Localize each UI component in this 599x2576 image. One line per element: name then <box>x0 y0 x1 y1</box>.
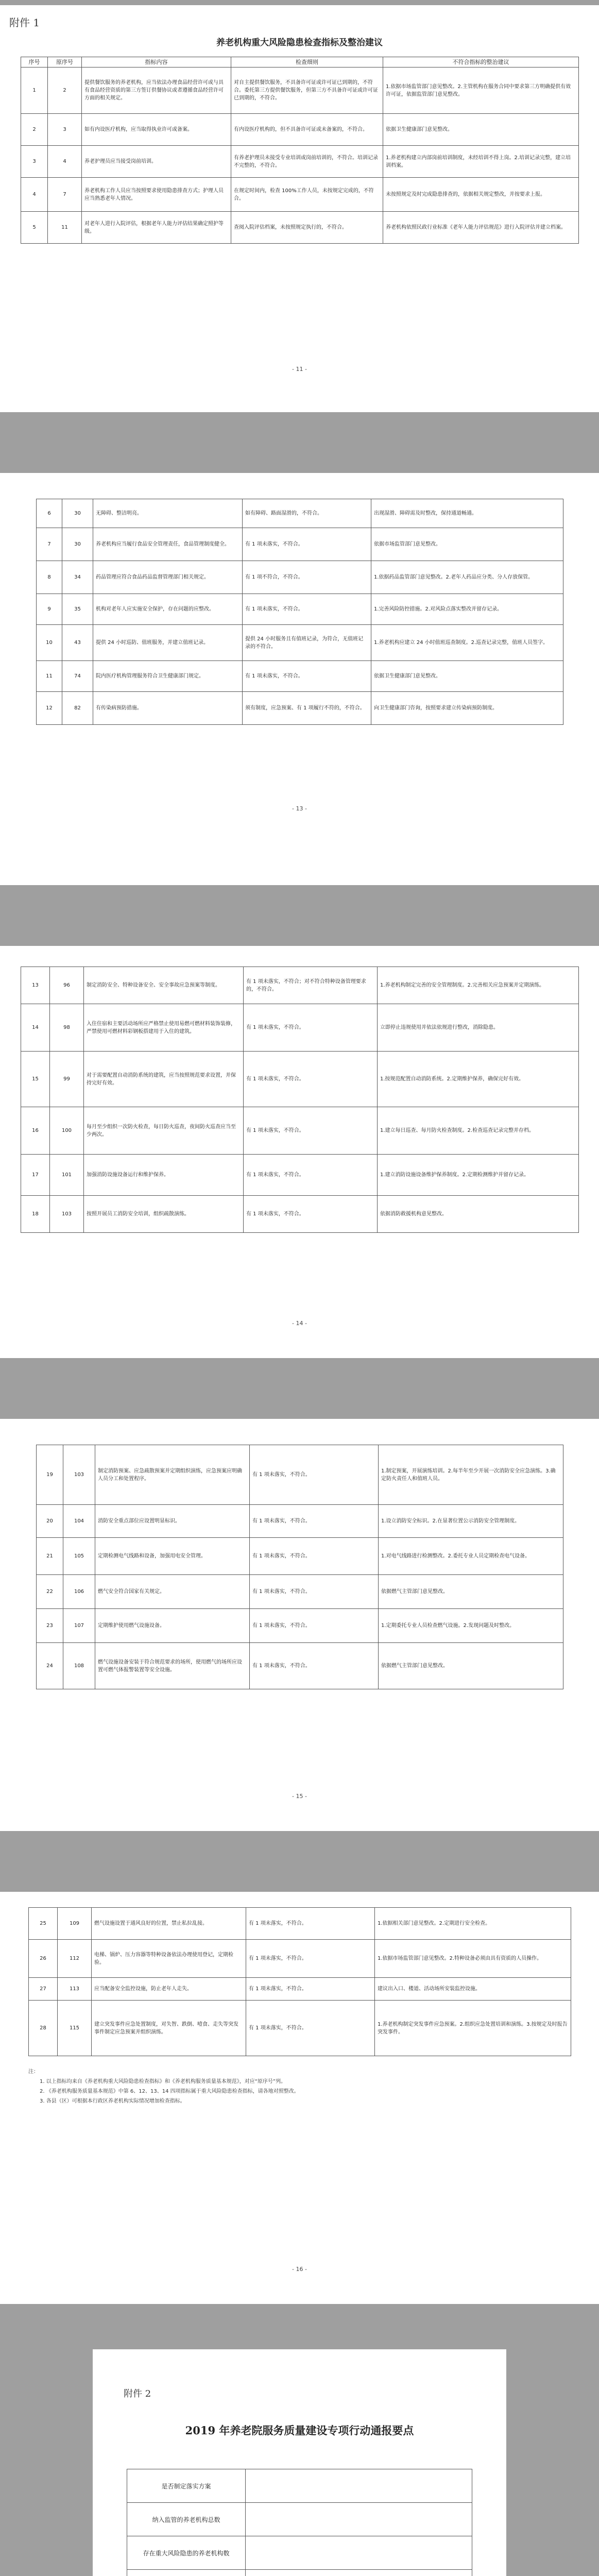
report-label-cell: 存在重大风险隐患的养老机构数 <box>127 2536 246 2570</box>
table-cell: 1.依据市场监管部门意见整改。2.主管机构在服务合同中要求第三方明确提供有效许可证，依据监管部门意见整改。 <box>383 67 579 114</box>
table-cell: 提供餐饮服务的养老机构，应当依法办理食品经营许可或与具有食品经营资质的第三方签订供餐协议或者遵循食品经营许可方面的相关规定。 <box>82 67 231 114</box>
table-cell: 22 <box>37 1575 63 1609</box>
header-cell: 不符合指标的整治建议 <box>383 57 579 67</box>
table-cell: 有传染病预防措施。 <box>93 692 243 725</box>
table-cell: 有 1 项未落实，不符合。 <box>244 1052 378 1107</box>
table-cell: 1.建立消防设施设备维护保养制度。2.定期检测维护并留存记录。 <box>378 1155 579 1196</box>
table-cell: 有 1 项未落实，不符合。 <box>243 528 371 561</box>
table-cell: 24 <box>37 1643 63 1689</box>
table-cell: 1.依据药品监管部门意见整改。2.老年人药品应分类、分人存放保管。 <box>371 561 563 594</box>
table-cell: 无障碍、整洁明亮。 <box>93 499 243 528</box>
table-cell: 依据卫生健康部门意见整改。 <box>371 661 563 692</box>
table-cell: 提供 24 小时服务且有值班记录，为符合，无值班记录的不符合。 <box>243 625 371 661</box>
table-cell: 出现湿滑、障碍需及时整改，保持通道畅通。 <box>371 499 563 528</box>
table-cell: 99 <box>50 1052 84 1107</box>
table-cell: 1.按规范配置自动消防系统。2.定期维护保养，确保完好有效。 <box>378 1052 579 1107</box>
table-cell: 7 <box>48 178 82 212</box>
table-cell: 115 <box>58 2001 92 2056</box>
table-cell: 依据燃气主管部门意见整改。 <box>379 1575 563 1609</box>
report-value-cell <box>246 2469 472 2503</box>
table-cell: 查阅入院评估档案，未按照规定执行的，不符合。 <box>231 212 383 244</box>
table-cell: 提供 24 小时巡防、值班服务，并建立值班记录。 <box>93 625 243 661</box>
table-cell: 依据消防救援机构意见整改。 <box>378 1196 579 1233</box>
table-cell: 有 1 项未落实，不符合。 <box>246 1908 375 1940</box>
table-cell: 须有制度，应急预案、有 1 项履行不符的，不符合。 <box>243 692 371 725</box>
table-cell: 108 <box>63 1643 95 1689</box>
table-cell: 82 <box>62 692 93 725</box>
risk-indicator-table <box>21 57 579 244</box>
table-cell: 105 <box>63 1538 95 1575</box>
header-cell: 指标内容 <box>82 57 231 67</box>
table-cell: 34 <box>62 561 93 594</box>
table-cell: 16 <box>21 1107 50 1155</box>
table-cell: 消防安全重点部位应设置明显标识。 <box>95 1505 250 1538</box>
table-cell: 有 1 项未落实，不符合。 <box>250 1445 379 1505</box>
table-cell: 8 <box>37 561 62 594</box>
table-cell: 11 <box>37 661 62 692</box>
table-cell: 2 <box>21 114 48 146</box>
report-value-cell <box>246 2503 472 2536</box>
table-cell: 4 <box>48 146 82 178</box>
table-notes <box>28 2067 571 2106</box>
header-cell: 序号 <box>21 57 48 67</box>
table-cell: 建议出入口、楼道、活动场所安装监控设施。 <box>375 1978 571 2001</box>
table-cell: 如有内设医疗机构，应当取得执业许可或备案。 <box>82 114 231 146</box>
table-cell: 1.养老机构制定突发事件应急预案。2.组织应急处置培训和演练。3.按规定及时报告突发事件。 <box>375 2001 571 2056</box>
page-number: - 13 - <box>292 805 307 812</box>
page-number: - 16 - <box>292 2266 307 2273</box>
table-cell: 18 <box>21 1196 50 1233</box>
table-cell: 燃气设施设置于通风良好的位置，禁止私拉乱接。 <box>92 1908 246 1940</box>
table-cell: 5 <box>21 212 48 244</box>
table-cell: 21 <box>37 1538 63 1575</box>
table-cell: 74 <box>62 661 93 692</box>
table-cell: 30 <box>62 499 93 528</box>
table-cell: 23 <box>37 1609 63 1643</box>
report-label-cell: 纳入监管的养老机构总数 <box>127 2503 246 2536</box>
page-gap <box>0 0 599 5</box>
table-cell: 1.对电气线路进行检测整改。2.委托专业人员定期检查电气设备。 <box>379 1538 563 1575</box>
table-cell: 机构对老年人应实施安全保护，存在问题的应整改。 <box>93 594 243 625</box>
table-cell: 1.设立消防安全标识。2.在显著位置公示消防安全管理制度。 <box>379 1505 563 1538</box>
table-cell: 15 <box>21 1052 50 1107</box>
table-cell: 有 1 项未落实，不符合。 <box>250 1643 379 1689</box>
risk-indicator-table <box>36 1445 563 1689</box>
report-table <box>127 2469 472 2576</box>
table-cell: 入住住宿和主要活动场所应严格禁止使用易燃可燃材料装饰装修，严禁使用可燃材料彩钢板搭建用于入住的建筑。 <box>84 1004 244 1052</box>
table-cell: 依据燃气主管部门意见整改。 <box>379 1643 563 1689</box>
table-cell: 35 <box>62 594 93 625</box>
table-cell: 17 <box>21 1155 50 1196</box>
table-cell: 向卫生健康部门咨询，按照要求建立传染病预防制度。 <box>371 692 563 725</box>
page-title: 养老机构重大风险隐患检查指标及整治建议 <box>216 38 383 48</box>
table-cell: 制定消防预案、应急疏散预案并定期组织演练，应急预案应明确人员分工和处置程序。 <box>95 1445 250 1505</box>
note-line: 3. 各县（区）可根据本行政区养老机构实际情况增加检查指标。 <box>40 2098 185 2104</box>
table-cell: 106 <box>63 1575 95 1609</box>
page-gap <box>0 885 599 946</box>
table-cell: 有 1 项未落实，不符合。 <box>250 1609 379 1643</box>
table-cell: 加强消防设施设备运行和维护保养。 <box>84 1155 244 1196</box>
table-cell: 依据卫生健康部门意见整改。 <box>383 114 579 146</box>
table-cell: 有 1 项未落实，不符合。 <box>246 1978 375 2001</box>
page-13 <box>0 473 599 885</box>
report-label-cell: 是否制定落实方案 <box>127 2469 246 2503</box>
table-cell: 103 <box>50 1196 84 1233</box>
table-cell: 26 <box>29 1940 58 1978</box>
page-16 <box>0 1892 599 2304</box>
table-cell: 100 <box>50 1107 84 1155</box>
table-cell: 有养老护理员未接受专业培训或岗前培训的，不符合。培训记录不完整的，不符合。 <box>231 146 383 178</box>
table-cell: 1.养老机构制定完善的安全管理制度。2.完善相关应急预案并定期演练。 <box>378 967 579 1004</box>
table-cell: 有 1 项未落实，不符合。 <box>250 1505 379 1538</box>
page-gap <box>0 1831 599 1892</box>
table-cell: 有 1 项未落实，不符合。 <box>250 1575 379 1609</box>
table-cell: 未按照规定及时完成隐患排查的，依据相关规定整改，并按要求上报。 <box>383 178 579 212</box>
table-cell: 养老机构应当履行食品安全管理责任，食品管理制度健全。 <box>93 528 243 561</box>
page-number: - 15 - <box>292 1793 307 1800</box>
table-cell: 43 <box>62 625 93 661</box>
attachment-label: 附件 2 <box>124 2388 151 2399</box>
table-cell: 11 <box>48 212 82 244</box>
page-number: - 11 - <box>292 366 307 372</box>
table-cell: 2 <box>48 67 82 114</box>
note-line: 2. 《养老机构服务质量基本规范》中第 6、12、13、14 四项指标属于重大风险隐患检查指标，请各地对照整改。 <box>40 2089 299 2094</box>
table-cell: 1.依据市场监管部门意见整改。2.特种设备必须由具有资质的人员操作。 <box>375 1940 571 1978</box>
table-cell: 对于需要配置自动消防系统的建筑，应当按照规范要求设置，并保持完好有效。 <box>84 1052 244 1107</box>
header-cell: 检查细则 <box>231 57 383 67</box>
table-cell: 3 <box>48 114 82 146</box>
table-cell: 制定消防安全、特种设备安全、安全事故应急预案等制度。 <box>84 967 244 1004</box>
table-cell: 1.完善风险防控措施。2.对风险点落实整改并留存记录。 <box>371 594 563 625</box>
table-cell: 院内医疗机构管理服务符合卫生健康部门规定。 <box>93 661 243 692</box>
report-value-cell <box>246 2536 472 2570</box>
report-label-cell <box>127 2570 246 2576</box>
table-cell: 103 <box>63 1445 95 1505</box>
page-title: 2019 年养老院服务质量建设专项行动通报要点 <box>185 2424 414 2437</box>
table-cell: 1 <box>21 67 48 114</box>
table-cell: 有内设医疗机构的，但不具备许可证或未备案的，不符合。 <box>231 114 383 146</box>
table-cell: 27 <box>29 1978 58 2001</box>
page-17 <box>93 2349 506 2576</box>
table-cell: 1.制定预案，开展演练培训。2.每半年至少开展一次消防安全应急演练。3.确定防火责任人和值班人员。 <box>379 1445 563 1505</box>
report-value-cell <box>246 2570 472 2576</box>
table-cell: 1.依据相关部门意见整改。2.定期进行安全检查。 <box>375 1908 571 1940</box>
table-cell: 有 1 项未落实，不符合。 <box>244 1004 378 1052</box>
table-cell: 有 1 项不符合，不符合。 <box>243 561 371 594</box>
table-cell: 依据市场监管部门意见整改。 <box>371 528 563 561</box>
table-cell: 定期检测电气线路和设备，加强用电安全管理。 <box>95 1538 250 1575</box>
note-line: 1. 以上指标均来自《养老机构重大风险隐患检查指标》和《养老机构服务质量基本规范》，对应“原序号”列。 <box>40 2079 286 2084</box>
table-cell: 104 <box>63 1505 95 1538</box>
table-cell: 12 <box>37 692 62 725</box>
table-cell: 每月至少组织一次防火检查，每日防火巡查，夜间防火巡查应当至少两次。 <box>84 1107 244 1155</box>
table-cell: 4 <box>21 178 48 212</box>
table-cell: 对老年人进行入院评估，根据老年人能力评估结果确定照护等级。 <box>82 212 231 244</box>
risk-indicator-table <box>36 499 563 725</box>
table-cell: 101 <box>50 1155 84 1196</box>
attachment-label: 附件 1 <box>9 16 40 29</box>
table-cell: 25 <box>29 1908 58 1940</box>
table-cell: 在规定时间内，检查 100%工作人员，未按规定完成的，不符合。 <box>231 178 383 212</box>
table-cell: 13 <box>21 967 50 1004</box>
table-cell: 养老护理员应当接受岗前培训。 <box>82 146 231 178</box>
page-14 <box>0 946 599 1358</box>
table-cell: 有 1 项未落实，不符合。 <box>243 594 371 625</box>
table-cell: 有 1 项未落实，不符合；对不符合特种设备管理要求的，不符合。 <box>244 967 378 1004</box>
table-cell: 药品管理应符合食品药品监督管理部门相关规定。 <box>93 561 243 594</box>
table-cell: 107 <box>63 1609 95 1643</box>
page-gap <box>0 1358 599 1419</box>
table-cell: 30 <box>62 528 93 561</box>
table-cell: 建立突发事件应急处置制度，对失智、跌倒、噎食、走失等突发事件制定应急预案并组织演练。 <box>92 2001 246 2056</box>
table-cell: 19 <box>37 1445 63 1505</box>
table-cell: 14 <box>21 1004 50 1052</box>
table-cell: 1.养老机构应建立 24 小时值班巡查制度。2.巡查记录完整，值班人员签字。 <box>371 625 563 661</box>
page-15 <box>0 1419 599 1831</box>
table-cell: 10 <box>37 625 62 661</box>
table-cell: 有 1 项未落实，不符合。 <box>243 661 371 692</box>
table-cell: 按照开展员工消防安全培训，组织疏散演练。 <box>84 1196 244 1233</box>
page-number: - 14 - <box>292 1320 307 1327</box>
table-cell: 6 <box>37 499 62 528</box>
table-cell: 7 <box>37 528 62 561</box>
table-cell: 1.养老机构建立内部岗前培训制度，未经培训不得上岗。2.培训记录完整，建立培训档案。 <box>383 146 579 178</box>
table-cell: 有 1 项未落实，不符合。 <box>244 1107 378 1155</box>
table-cell: 96 <box>50 967 84 1004</box>
table-cell: 98 <box>50 1004 84 1052</box>
table-cell: 3 <box>21 146 48 178</box>
table-cell: 有 1 项未落实，不符合。 <box>250 1538 379 1575</box>
table-cell: 养老机构工作人员应当按照要求使用隐患排查方式；护理人员应当熟悉老年人情况。 <box>82 178 231 212</box>
table-cell: 9 <box>37 594 62 625</box>
table-cell: 如有障碍、路面湿滑的，不符合。 <box>243 499 371 528</box>
risk-indicator-table <box>28 1907 571 2056</box>
table-cell: 113 <box>58 1978 92 2001</box>
table-cell: 有 1 项未落实，不符合。 <box>244 1155 378 1196</box>
note-line: 注： <box>28 2069 39 2075</box>
header-cell: 原序号 <box>48 57 82 67</box>
table-cell: 燃气设施设备安装于符合规范要求的场所，使用燃气的场所应设置可燃气体报警装置等安全设施。 <box>95 1643 250 1689</box>
table-cell: 应当配备安全监控设施，防止老年人走失。 <box>92 1978 246 2001</box>
page-gap <box>0 412 599 473</box>
table-cell: 立即停止违规使用并依法依规进行整改，消除隐患。 <box>378 1004 579 1052</box>
table-cell: 20 <box>37 1505 63 1538</box>
table-cell: 定期维护使用燃气设施设备。 <box>95 1609 250 1643</box>
table-cell: 有 1 项未落实，不符合。 <box>246 1940 375 1978</box>
table-cell: 1.定期委托专业人员检查燃气设施。2.发现问题及时整改。 <box>379 1609 563 1643</box>
table-cell: 28 <box>29 2001 58 2056</box>
table-cell: 109 <box>58 1908 92 1940</box>
table-cell: 燃气安全符合国家有关规定。 <box>95 1575 250 1609</box>
table-cell: 养老机构依照民政行业标准《老年人能力评估规范》进行入院评估并建立档案。 <box>383 212 579 244</box>
table-cell: 1.建立每日巡查、每月防火检查制度。2.检查巡查记录完整并存档。 <box>378 1107 579 1155</box>
table-cell: 有 1 项未落实，不符合。 <box>244 1196 378 1233</box>
risk-indicator-table <box>21 967 579 1233</box>
table-cell: 112 <box>58 1940 92 1978</box>
table-cell: 对自主提供餐饮服务，不具备许可证或许可证已到期的，不符合。委托第三方提供餐饮服务，但第三方不具备许可证或许可证已到期的，不符合。 <box>231 67 383 114</box>
page-11 <box>0 5 599 412</box>
table-cell: 有 1 项未落实，不符合。 <box>246 2001 375 2056</box>
table-cell: 电梯、锅炉、压力容器等特种设备依法办理使用登记，定期检验。 <box>92 1940 246 1978</box>
